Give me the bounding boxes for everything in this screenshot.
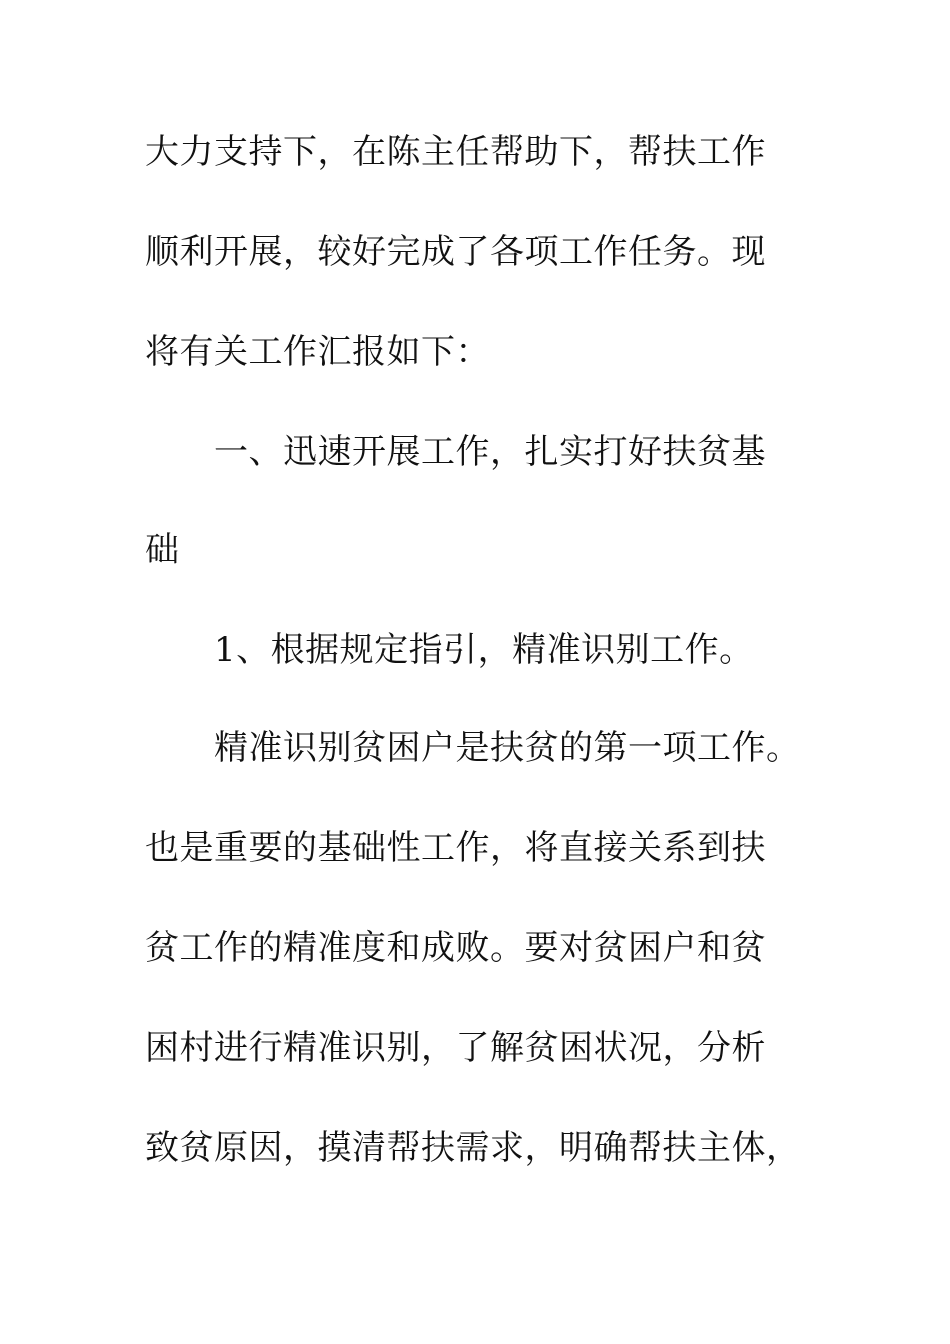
section-heading-1: 一、迅速开展工作，扎实打好扶贫基 — [214, 432, 766, 472]
paragraph-line-5: 也是重要的基础性工作，将直接关系到扶 — [145, 828, 766, 868]
subsection-heading-1: 1、根据规定指引，精准识别工作。 — [214, 630, 754, 670]
paragraph-line-7: 困村进行精准识别，了解贫困状况，分析 — [145, 1028, 766, 1068]
paragraph-line-3: 将有关工作汇报如下： — [145, 332, 490, 372]
paragraph-line-8: 致贫原因，摸清帮扶需求，明确帮扶主体， — [145, 1128, 801, 1168]
paragraph-line-1: 大力支持下，在陈主任帮助下，帮扶工作 — [145, 132, 766, 172]
paragraph-line-6: 贫工作的精准度和成败。要对贫困户和贫 — [145, 928, 766, 968]
section-heading-1-continued: 础 — [145, 530, 180, 570]
paragraph-line-2: 顺利开展，较好完成了各项工作任务。现 — [145, 232, 766, 272]
paragraph-line-4: 精准识别贫困户是扶贫的第一项工作。 — [214, 728, 801, 768]
